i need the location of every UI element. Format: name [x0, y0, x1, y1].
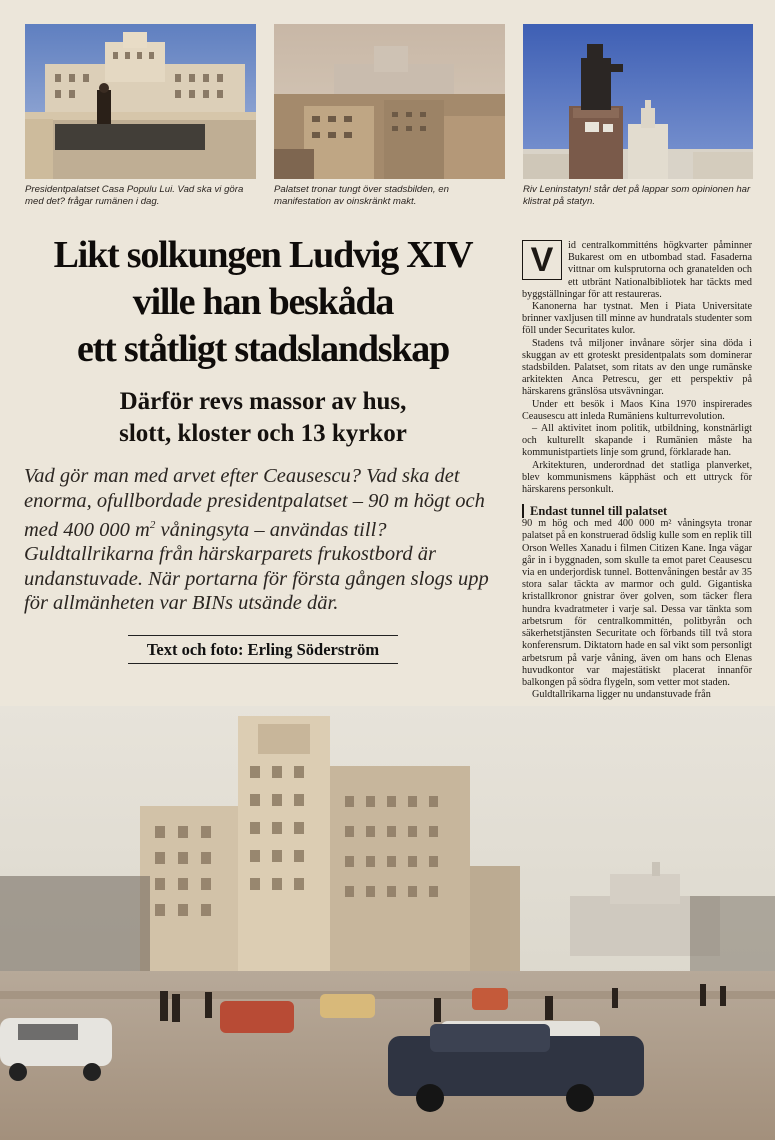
byline: Text och foto: Erling Söderström: [128, 635, 398, 664]
body-paragraph: Under ett besök i Maos Kina 1970 inspirerades Ceausescu att inleda Rumäniens kulturrevolution.: [522, 398, 752, 422]
body-paragraph: Kanonerna har tystnat. Men i Piata Universitate brinner vaxljusen till minne av hundratals studenter som föll under Securitates kulor.: [522, 301, 752, 337]
subheadline: [28, 386, 498, 450]
lead-part-2: våningsyta – användas till? Guldtallrikarna från härskarparets frukostbord är undanstuvade. När portarna för första gången slogs upp för allmänheten var BINs utsände där.: [24, 518, 489, 615]
caption-skyline: Palatset tronar tungt över stadsbilden, en manifestation av oinskränkt makt.: [274, 184, 449, 207]
subheadline-line-1: Därför revs massor av hus,: [119, 388, 407, 415]
body-paragraph: Guldtallrikarna ligger nu undanstuvade från: [532, 689, 711, 701]
photo-lenin-statue: [523, 24, 753, 179]
body-paragraph-first: [522, 240, 752, 301]
body-paragraph: 90 m hög och med 400 000 m² våningsyta tronar palatset på en konstruerad ödslig kulle som en replik till Orson Welles Xanadu i filmen Citizen Kane. Inga vägar går in i byggnaden, som skulle ta emot paret Ceausescu via en underjordisk tunnel. Bottenvåningen består av 35 stora salar täckta av marmor och guld. Gigantiska kristallkronor gnistrar över golven, som täcker flera hundra kvadratmeter i varje sal. Dessa var tänkta som arbetsrum för centralkommittén, politbyrån och säkerhetstjänsten Securitate och förbands till två stora konferensrum. Diktatorn hade en sal vikt som personligt arbetsrum på varje våning, även om hans och Elenas huvudkontor var majestätiskt placerat innanför balkongen på södra flygeln, som vetter mot staden.: [522, 518, 752, 688]
body-subheading: Endast tunnel till palatset: [522, 504, 752, 518]
caption-palace: Presidentpalatset Casa Populu Lui. Vad ska vi göra med det? frågar rumänen i dag.: [25, 184, 244, 207]
caption-statue: Riv Leninstatyn! står det på lappar som opinionen har klistrat på statyn.: [523, 184, 751, 207]
lead-paragraph: [24, 464, 504, 616]
lead-part-1: Vad gör man med arvet efter Ceausescu? Vad ska det enorma, ofullbordade presidentpalatset – 90 m högt och med 400 000 m: [24, 465, 485, 541]
subheadline-line-2: slott, kloster och 13 kyrkor: [119, 420, 407, 447]
headline-line-2: ville han beskåda: [132, 281, 394, 323]
body-first-text: id centralkommitténs högkvarter påminner Bukarest om en utbombad stad. Fasaderna vittnar om kulsprutorna och granatelden och ett utbränt Nationalbibliotek har täckts med byggställningar för att restaureras.: [522, 240, 752, 300]
body-paragraph: Arkitekturen, underordnad det statliga planverket, blev kommunismens käpphäst och ett uttryck för härskarens personkult.: [522, 459, 752, 496]
lead-superscript: 2: [149, 519, 156, 531]
photo-boulevard: [0, 706, 775, 1140]
headline: [28, 232, 498, 373]
headline-line-1: Likt solkungen Ludvig XIV: [53, 234, 473, 276]
body-paragraph: – All aktivitet inom politik, utbildning, konstnärligt och kulturellt skapande i Rumänien måste ha kommunistpartiets linje som grund, förklarade han.: [522, 423, 752, 459]
headline-line-3: ett ståtligt stadslandskap: [76, 328, 450, 370]
body-paragraph: Stadens två miljoner invånare sörjer sina döda i skuggan av ett groteskt presidentpalats som dominerar stadsbilden. Palatset, som ritats av den unge rumänske arkitekten Anca Petrescu, ger ett perspektiv på härskarens gränslösa utsvävningar.: [522, 337, 752, 398]
photo-palace-balcony: [25, 24, 256, 179]
photo-city-skyline: [274, 24, 505, 179]
body-column: [522, 240, 752, 701]
dropcap: V: [522, 240, 562, 280]
